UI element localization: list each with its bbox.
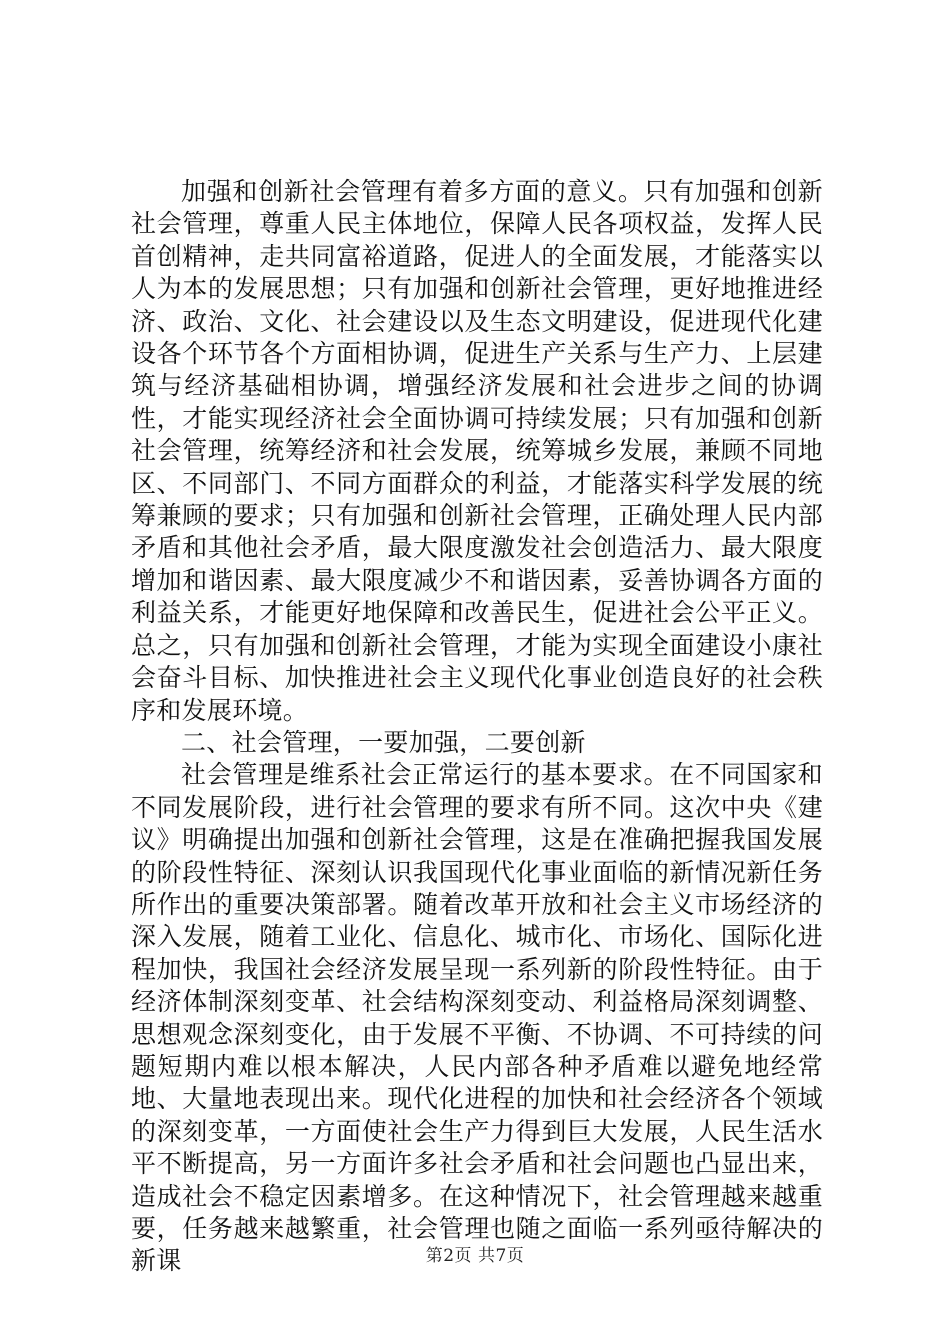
page-number-indicator: 第2页 共7页 (425, 1246, 525, 1266)
paragraph-social-management: 社会管理是维系社会正常运行的基本要求。在不同国家和不同发展阶段，进行社会管理的要求有所不同。这次中央《建议》明确提出加强和创新社会管理，这是在准确把握我国发展的阶段性特征、深刻认识我国现代化事业面临的新情况新任务所作出的重要决策部署。随着改革开放和社会主义市场经济的深入发展，随着工业化、信息化、城市化、市场化、国际化进程加快，我国社会经济发展呈现一系列新的阶段性特征。由于经济体制深刻变革、社会结构深刻变动、利益格局深刻调整、思想观念深刻变化，由于发展不平衡、不协调、不可持续的问题短期内难以根本解决，人民内部各种矛盾难以避免地经常地、大量地表现出来。现代化进程的加快和社会经济各个领域的深刻变革，一方面使社会生产力得到巨大发展，人民生活水平不断提高，另一方面许多社会矛盾和社会问题也凸显出来，造成社会不稳定因素增多。在这种情况下，社会管理越来越重要，任务越来越繁重，社会管理也随之面临一系列亟待解决的新课 (131, 760, 823, 1276)
section-heading: 二、社会管理，一要加强，二要创新 (181, 727, 586, 757)
page-footer (0, 1244, 950, 1268)
paragraph-significance: 加强和创新社会管理有着多方面的意义。只有加强和创新社会管理，尊重人民主体地位，保障人民各项权益，发挥人民首创精神，走共同富裕道路，促进人的全面发展，才能落实以人为本的发展思想；只有加强和创新社会管理，更好地推进经济、政治、文化、社会建设以及生态文明建设，促进现代化建设各个环节各个方面相协调，促进生产关系与生产力、上层建筑与经济基础相协调，增强经济发展和社会进步之间的协调性，才能实现经济社会全面协调可持续发展；只有加强和创新社会管理，统筹经济和社会发展，统筹城乡发展，兼顾不同地区、不同部门、不同方面群众的利益，才能落实科学发展的统筹兼顾的要求；只有加强和创新社会管理，正确处理人民内部矛盾和其他社会矛盾，最大限度激发社会创造活力、最大限度增加和谐因素、最大限度减少不和谐因素，妥善协调各方面的利益关系，才能更好地保障和改善民生，促进社会公平正义。总之，只有加强和创新社会管理，才能为实现全面建设小康社会奋斗目标、加快推进社会主义现代化事业创造良好的社会秩序和发展环境。 (131, 177, 823, 725)
document-body (131, 176, 823, 1278)
